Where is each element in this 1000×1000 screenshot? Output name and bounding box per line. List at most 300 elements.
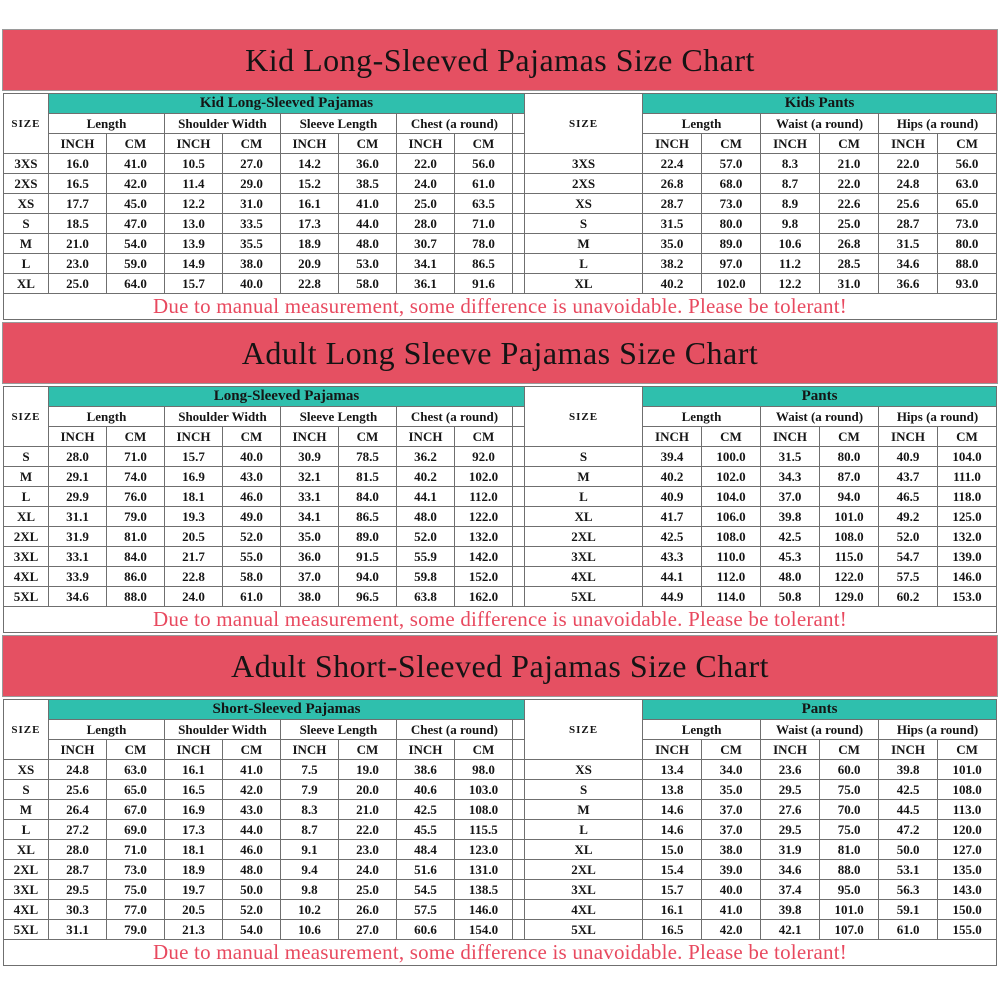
value-cell: 55.9: [396, 547, 454, 567]
size-cell: 5XL: [525, 920, 643, 940]
gap-cell: [512, 467, 524, 487]
size-cell: L: [3, 820, 48, 840]
value-cell: 16.1: [643, 900, 702, 920]
table-row: [3, 194, 996, 214]
value-cell: 21.0: [48, 234, 106, 254]
value-cell: 34.0: [702, 760, 761, 780]
value-cell: 36.1: [396, 274, 454, 294]
value-cell: 25.0: [820, 214, 879, 234]
gap-cell: [512, 174, 524, 194]
value-cell: 41.7: [643, 507, 702, 527]
measure-header: Hips (a round): [879, 114, 997, 134]
value-cell: 31.0: [820, 274, 879, 294]
value-cell: 71.0: [106, 447, 164, 467]
value-cell: 26.8: [643, 174, 702, 194]
table-row: [3, 880, 996, 900]
measure-header: Chest (a round): [396, 720, 512, 740]
size-cell: 4XL: [525, 567, 643, 587]
value-cell: 9.8: [280, 880, 338, 900]
value-cell: 56.0: [938, 154, 997, 174]
value-cell: 15.7: [164, 274, 222, 294]
measure-header: Waist (a round): [761, 720, 879, 740]
value-cell: 7.5: [280, 760, 338, 780]
value-cell: 60.0: [820, 760, 879, 780]
table-row: [3, 587, 996, 607]
value-cell: 47.0: [106, 214, 164, 234]
value-cell: 50.0: [879, 840, 938, 860]
value-cell: 28.0: [396, 214, 454, 234]
value-cell: 115.0: [820, 547, 879, 567]
size-cell: 5XL: [3, 587, 48, 607]
value-cell: 38.2: [643, 254, 702, 274]
size-cell: XL: [525, 507, 643, 527]
unit-header: CM: [938, 740, 997, 760]
value-cell: 76.0: [106, 487, 164, 507]
unit-header: CM: [820, 740, 879, 760]
value-cell: 33.1: [280, 487, 338, 507]
value-cell: 24.0: [164, 587, 222, 607]
value-cell: 95.0: [820, 880, 879, 900]
size-cell: S: [525, 214, 643, 234]
value-cell: 13.8: [643, 780, 702, 800]
value-cell: 42.0: [106, 174, 164, 194]
value-cell: 150.0: [938, 900, 997, 920]
value-cell: 162.0: [454, 587, 512, 607]
value-cell: 9.1: [280, 840, 338, 860]
value-cell: 54.5: [396, 880, 454, 900]
value-cell: 89.0: [702, 234, 761, 254]
value-cell: 86.0: [106, 567, 164, 587]
value-cell: 52.0: [222, 527, 280, 547]
value-cell: 40.9: [643, 487, 702, 507]
value-cell: 37.0: [280, 567, 338, 587]
value-cell: 81.5: [338, 467, 396, 487]
size-cell: S: [525, 447, 643, 467]
value-cell: 49.2: [879, 507, 938, 527]
value-cell: 48.0: [761, 567, 820, 587]
table-row: [3, 780, 996, 800]
table-row: [3, 214, 996, 234]
section-title-band: [2, 322, 998, 384]
table-row: [3, 760, 996, 780]
size-cell: 2XS: [525, 174, 643, 194]
value-cell: 57.5: [879, 567, 938, 587]
value-cell: 42.5: [761, 527, 820, 547]
value-cell: 31.1: [48, 507, 106, 527]
measure-header: Hips (a round): [879, 720, 997, 740]
value-cell: 40.6: [396, 780, 454, 800]
value-cell: 48.4: [396, 840, 454, 860]
value-cell: 57.5: [396, 900, 454, 920]
value-cell: 31.1: [48, 920, 106, 940]
value-cell: 18.1: [164, 840, 222, 860]
value-cell: 60.6: [396, 920, 454, 940]
value-cell: 34.6: [761, 860, 820, 880]
value-cell: 71.0: [454, 214, 512, 234]
value-cell: 29.1: [48, 467, 106, 487]
unit-header: INCH: [396, 427, 454, 447]
value-cell: 54.7: [879, 547, 938, 567]
measure-header: Waist (a round): [761, 407, 879, 427]
value-cell: 29.5: [48, 880, 106, 900]
value-cell: 44.0: [222, 820, 280, 840]
value-cell: 40.0: [702, 880, 761, 900]
measure-header: Sleeve Length: [280, 407, 396, 427]
size-cell: M: [3, 800, 48, 820]
value-cell: 108.0: [820, 527, 879, 547]
value-cell: 8.3: [761, 154, 820, 174]
unit-header: CM: [702, 427, 761, 447]
unit-header: INCH: [761, 427, 820, 447]
value-cell: 15.4: [643, 860, 702, 880]
gap-cell: [512, 487, 524, 507]
value-cell: 143.0: [938, 880, 997, 900]
unit-header: CM: [338, 427, 396, 447]
value-cell: 78.5: [338, 447, 396, 467]
section-title: Adult Long Sleeve Pajamas Size Chart: [241, 334, 759, 371]
value-cell: 40.0: [222, 447, 280, 467]
value-cell: 8.7: [761, 174, 820, 194]
size-cell: S: [3, 780, 48, 800]
value-cell: 50.0: [222, 880, 280, 900]
value-cell: 27.6: [761, 800, 820, 820]
value-cell: 112.0: [454, 487, 512, 507]
value-cell: 28.0: [48, 840, 106, 860]
value-cell: 42.0: [702, 920, 761, 940]
size-cell: L: [525, 487, 643, 507]
size-cell: L: [3, 254, 48, 274]
value-cell: 16.5: [643, 920, 702, 940]
measure-header: Waist (a round): [761, 114, 879, 134]
value-cell: 37.0: [702, 820, 761, 840]
value-cell: 118.0: [938, 487, 997, 507]
value-cell: 59.8: [396, 567, 454, 587]
value-cell: 23.6: [761, 760, 820, 780]
gap-cell: [512, 234, 524, 254]
table-row: [3, 547, 996, 567]
value-cell: 65.0: [938, 194, 997, 214]
size-cell: XL: [3, 274, 48, 294]
gap-cell: [512, 214, 524, 234]
gap-cell: [512, 254, 524, 274]
gap-cell: [512, 547, 524, 567]
size-column-header: SIZE: [525, 700, 643, 760]
value-cell: 28.7: [879, 214, 938, 234]
value-cell: 16.9: [164, 800, 222, 820]
value-cell: 45.3: [761, 547, 820, 567]
table-row: [3, 447, 996, 467]
value-cell: 34.6: [879, 254, 938, 274]
value-cell: 36.0: [280, 547, 338, 567]
size-column-header: SIZE: [3, 700, 48, 760]
measure-header: Chest (a round): [396, 407, 512, 427]
table-row: [3, 567, 996, 587]
value-cell: 77.0: [106, 900, 164, 920]
value-cell: 88.0: [106, 587, 164, 607]
size-cell: 3XL: [3, 547, 48, 567]
value-cell: 51.6: [396, 860, 454, 880]
value-cell: 59.0: [106, 254, 164, 274]
unit-header: INCH: [164, 740, 222, 760]
value-cell: 113.0: [938, 800, 997, 820]
size-cell: 3XL: [3, 880, 48, 900]
value-cell: 89.0: [338, 527, 396, 547]
value-cell: 23.0: [338, 840, 396, 860]
size-cell: XS: [3, 194, 48, 214]
value-cell: 20.5: [164, 527, 222, 547]
value-cell: 24.0: [338, 860, 396, 880]
value-cell: 31.5: [761, 447, 820, 467]
table-row: [3, 274, 996, 294]
value-cell: 79.0: [106, 507, 164, 527]
unit-header: INCH: [164, 427, 222, 447]
value-cell: 44.9: [643, 587, 702, 607]
unit-header: INCH: [48, 427, 106, 447]
value-cell: 104.0: [702, 487, 761, 507]
value-cell: 38.5: [338, 174, 396, 194]
value-cell: 65.0: [106, 780, 164, 800]
value-cell: 132.0: [938, 527, 997, 547]
value-cell: 75.0: [820, 780, 879, 800]
value-cell: 25.0: [48, 274, 106, 294]
value-cell: 112.0: [702, 567, 761, 587]
size-cell: M: [3, 467, 48, 487]
value-cell: 111.0: [938, 467, 997, 487]
value-cell: 100.0: [702, 447, 761, 467]
gap-cell: [512, 820, 524, 840]
value-cell: 22.0: [338, 820, 396, 840]
value-cell: 50.8: [761, 587, 820, 607]
measure-header: Sleeve Length: [280, 720, 396, 740]
gap-cell: [512, 154, 524, 174]
value-cell: 23.0: [48, 254, 106, 274]
value-cell: 91.6: [454, 274, 512, 294]
value-cell: 38.0: [280, 587, 338, 607]
value-cell: 43.0: [222, 800, 280, 820]
value-cell: 33.9: [48, 567, 106, 587]
size-cell: 3XL: [525, 547, 643, 567]
value-cell: 32.1: [280, 467, 338, 487]
value-cell: 63.8: [396, 587, 454, 607]
gap-cell: [512, 800, 524, 820]
value-cell: 132.0: [454, 527, 512, 547]
value-cell: 16.0: [48, 154, 106, 174]
value-cell: 39.4: [643, 447, 702, 467]
size-cell: 2XL: [525, 860, 643, 880]
adult-long-sleeve-size-chart-table: [3, 386, 997, 633]
value-cell: 25.0: [338, 880, 396, 900]
table-row: [3, 840, 996, 860]
unit-header: CM: [106, 427, 164, 447]
value-cell: 54.0: [222, 920, 280, 940]
value-cell: 31.0: [222, 194, 280, 214]
unit-header: INCH: [280, 134, 338, 154]
table-row: [3, 900, 996, 920]
unit-header: CM: [820, 134, 879, 154]
value-cell: 46.0: [222, 840, 280, 860]
measure-header: Length: [48, 114, 164, 134]
size-cell: M: [525, 234, 643, 254]
size-cell: L: [525, 254, 643, 274]
size-cell: S: [3, 447, 48, 467]
value-cell: 14.2: [280, 154, 338, 174]
value-cell: 15.7: [643, 880, 702, 900]
value-cell: 22.0: [396, 154, 454, 174]
unit-header: INCH: [48, 740, 106, 760]
measure-header: Length: [643, 407, 761, 427]
value-cell: 123.0: [454, 840, 512, 860]
unit-header: INCH: [643, 427, 702, 447]
value-cell: 108.0: [938, 780, 997, 800]
value-cell: 18.1: [164, 487, 222, 507]
value-cell: 36.0: [338, 154, 396, 174]
value-cell: 104.0: [938, 447, 997, 467]
value-cell: 21.7: [164, 547, 222, 567]
value-cell: 29.0: [222, 174, 280, 194]
value-cell: 46.5: [879, 487, 938, 507]
value-cell: 42.5: [643, 527, 702, 547]
unit-header: CM: [938, 427, 997, 447]
value-cell: 8.7: [280, 820, 338, 840]
value-cell: 37.0: [761, 487, 820, 507]
value-cell: 35.0: [643, 234, 702, 254]
gap-cell: [512, 507, 524, 527]
size-cell: XS: [3, 760, 48, 780]
size-cell: 2XL: [525, 527, 643, 547]
gap-cell: [512, 880, 524, 900]
value-cell: 22.8: [164, 567, 222, 587]
table-row: [3, 527, 996, 547]
size-cell: XS: [525, 194, 643, 214]
value-cell: 25.6: [48, 780, 106, 800]
value-cell: 35.0: [702, 780, 761, 800]
size-cell: XL: [3, 507, 48, 527]
value-cell: 39.8: [761, 900, 820, 920]
value-cell: 122.0: [454, 507, 512, 527]
section-adult-long-sleeve: [2, 322, 998, 633]
gap-cell: [512, 760, 524, 780]
value-cell: 34.6: [48, 587, 106, 607]
value-cell: 106.0: [702, 507, 761, 527]
value-cell: 63.0: [106, 760, 164, 780]
gap-cell: [512, 740, 524, 760]
value-cell: 46.0: [222, 487, 280, 507]
size-column-header: SIZE: [3, 387, 48, 447]
value-cell: 17.7: [48, 194, 106, 214]
value-cell: 11.4: [164, 174, 222, 194]
value-cell: 18.9: [164, 860, 222, 880]
value-cell: 73.0: [938, 214, 997, 234]
unit-header: CM: [938, 134, 997, 154]
unit-header: INCH: [761, 740, 820, 760]
size-cell: M: [3, 234, 48, 254]
right-table-title: Pants: [643, 700, 997, 720]
section-title: Kid Long-Sleeved Pajamas Size Chart: [245, 41, 755, 78]
value-cell: 40.2: [643, 274, 702, 294]
gap-cell: [512, 920, 524, 940]
size-cell: 2XL: [3, 527, 48, 547]
value-cell: 57.0: [702, 154, 761, 174]
value-cell: 40.0: [222, 274, 280, 294]
value-cell: 98.0: [454, 760, 512, 780]
value-cell: 27.0: [338, 920, 396, 940]
value-cell: 78.0: [454, 234, 512, 254]
unit-header: CM: [222, 427, 280, 447]
table-row: [3, 860, 996, 880]
table-row: [3, 820, 996, 840]
unit-header: CM: [454, 427, 512, 447]
value-cell: 101.0: [938, 760, 997, 780]
value-cell: 16.1: [164, 760, 222, 780]
value-cell: 42.5: [396, 800, 454, 820]
table-row: [3, 174, 996, 194]
value-cell: 16.5: [164, 780, 222, 800]
value-cell: 115.5: [454, 820, 512, 840]
right-table-title: Kids Pants: [643, 94, 997, 114]
unit-header: CM: [702, 740, 761, 760]
table-row: [3, 487, 996, 507]
value-cell: 27.0: [222, 154, 280, 174]
unit-header: INCH: [879, 740, 938, 760]
value-cell: 139.0: [938, 547, 997, 567]
section-kid-long-sleeved: [2, 29, 998, 320]
value-cell: 58.0: [338, 274, 396, 294]
value-cell: 154.0: [454, 920, 512, 940]
value-cell: 80.0: [938, 234, 997, 254]
gap-cell: [512, 274, 524, 294]
value-cell: 53.0: [338, 254, 396, 274]
section-title: Adult Short-Sleeved Pajamas Size Chart: [230, 647, 769, 684]
size-cell: XL: [525, 840, 643, 860]
value-cell: 131.0: [454, 860, 512, 880]
value-cell: 27.2: [48, 820, 106, 840]
value-cell: 101.0: [820, 900, 879, 920]
value-cell: 16.1: [280, 194, 338, 214]
size-cell: 5XL: [3, 920, 48, 940]
value-cell: 96.5: [338, 587, 396, 607]
value-cell: 152.0: [454, 567, 512, 587]
size-cell: XS: [525, 760, 643, 780]
size-cell: 3XS: [525, 154, 643, 174]
unit-header: INCH: [48, 134, 106, 154]
table-row: [3, 254, 996, 274]
value-cell: 80.0: [702, 214, 761, 234]
value-cell: 22.4: [643, 154, 702, 174]
value-cell: 11.2: [761, 254, 820, 274]
value-cell: 9.8: [761, 214, 820, 234]
value-cell: 44.5: [879, 800, 938, 820]
value-cell: 70.0: [820, 800, 879, 820]
left-table-title: Kid Long-Sleeved Pajamas: [48, 94, 524, 114]
unit-header: INCH: [396, 740, 454, 760]
disclaimer-text: Due to manual measurement, some difference is unavoidable. Please be tolerant!: [3, 607, 996, 633]
value-cell: 52.0: [222, 900, 280, 920]
size-cell: L: [3, 487, 48, 507]
value-cell: 52.0: [396, 527, 454, 547]
value-cell: 94.0: [820, 487, 879, 507]
value-cell: 120.0: [938, 820, 997, 840]
value-cell: 58.0: [222, 567, 280, 587]
gap-cell: [512, 134, 524, 154]
value-cell: 153.0: [938, 587, 997, 607]
value-cell: 12.2: [164, 194, 222, 214]
value-cell: 10.6: [280, 920, 338, 940]
value-cell: 61.0: [222, 587, 280, 607]
value-cell: 14.9: [164, 254, 222, 274]
value-cell: 35.5: [222, 234, 280, 254]
value-cell: 42.1: [761, 920, 820, 940]
value-cell: 13.4: [643, 760, 702, 780]
